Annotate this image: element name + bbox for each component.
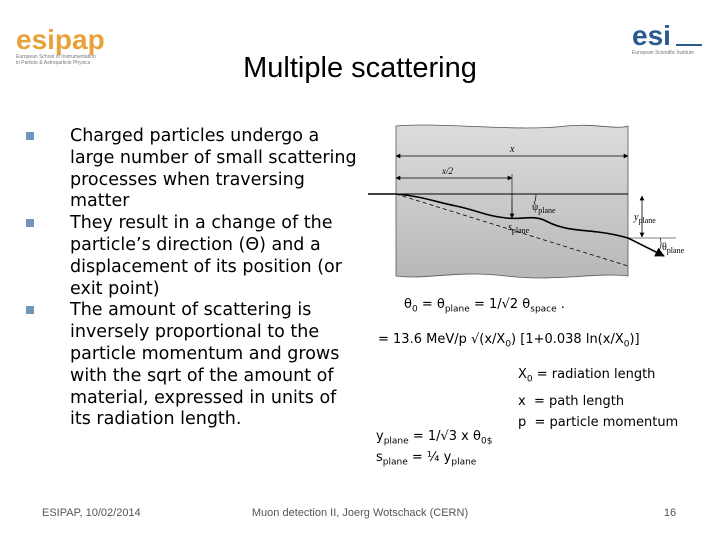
scattering-diagram xyxy=(366,118,698,280)
bullet-text: Charged particles undergo a large number of small scattering processes when traversing matter xyxy=(70,126,357,212)
bullet-square-icon xyxy=(26,306,34,314)
theta-zero-formula: $\theta_0 = \theta_{plane} = 1/√2$ $\theta_{space}$ . xyxy=(404,297,565,315)
esi-logo-word: esi xyxy=(632,20,671,51)
bullet-text: The amount of scattering is inversely proportional to the particle momentum and grows with the sqrt of the amount of material, expressed in units of its radiation length. xyxy=(70,300,340,430)
bullet-text: They result in a change of the particle’s direction (Θ) and a displacement of its position (or exit point) xyxy=(70,213,342,299)
outgoing-track xyxy=(628,238,664,256)
s-plane-label: $s_{plane}$ xyxy=(508,222,530,235)
esipap-logo-sub2: in Particle & Astroparticle Physics xyxy=(16,60,91,66)
page-number: 16 xyxy=(663,507,677,519)
psi-plane-label: $\psi_{plane}$ xyxy=(532,202,556,215)
bullet-item xyxy=(18,213,358,300)
legend-momentum: p = particle momentum xyxy=(518,414,679,430)
footer-presentation-title: Muon detection II, Joerg Wotschack (CERN) xyxy=(251,507,469,519)
bullet-square-icon xyxy=(26,132,34,140)
x-label: x xyxy=(510,144,515,155)
esipap-logo-word: esipap xyxy=(16,24,105,55)
highland-formula: = 13.6 MeV/p $√(x/X_0)$ [1+0.038 $\ln(x/X_0)$] xyxy=(378,332,640,350)
y-plane-formula: $y_{plane} = 1/√3$ x $\theta_{0\$}$ xyxy=(376,429,493,447)
s-plane-formula: $s_{plane}$ = ¼ $y_{plane}$ xyxy=(376,450,477,468)
esi-logo-bar xyxy=(676,44,702,46)
legend-radiation-length: $X_0$ = radiation length xyxy=(518,367,656,385)
footer-date: ESIPAP, 10/02/2014 xyxy=(42,507,141,519)
slide-title: Multiple scattering xyxy=(243,52,477,84)
variable-legend xyxy=(518,364,678,433)
esi-logo-sub: European Scientific Institute xyxy=(632,50,694,56)
bullet-item xyxy=(18,126,358,213)
theta-angle-arc xyxy=(658,238,661,252)
y-plane-label: $y_{plane}$ xyxy=(634,212,656,225)
theta-plane-label: $\theta_{plane}$ xyxy=(662,242,685,255)
legend-path-length: x = path length xyxy=(518,393,625,409)
x-half-label: x/2 xyxy=(442,166,453,176)
bullet-square-icon xyxy=(26,219,34,227)
bullet-list xyxy=(18,126,358,431)
bullet-item xyxy=(18,300,358,431)
esipap-logo-sub1: European School of Instrumentation xyxy=(16,54,96,60)
